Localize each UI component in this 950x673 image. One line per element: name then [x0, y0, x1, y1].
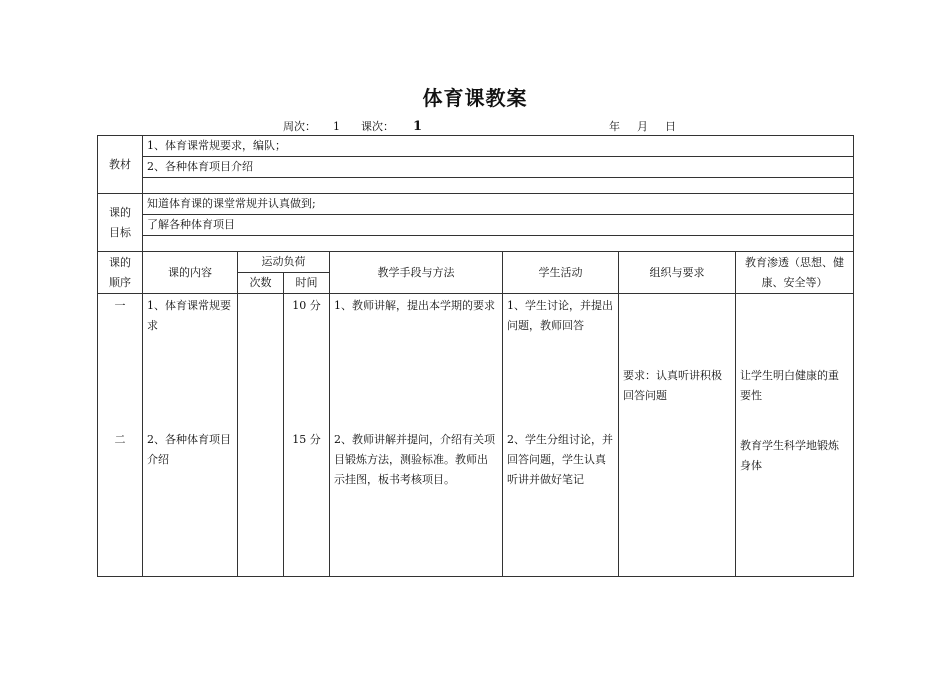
materials-item: 2、各种体育项目介绍 — [143, 157, 854, 178]
goals-empty-row — [143, 236, 854, 252]
load-header: 运动负荷 — [238, 252, 330, 273]
org-header: 组织与要求 — [619, 252, 736, 294]
page-title: 体育课教案 — [422, 86, 528, 110]
materials-label: 教材 — [98, 136, 143, 194]
date-info — [609, 118, 676, 134]
method-header: 教学手段与方法 — [330, 252, 503, 294]
student-2: 2、学生分组讨论，并回答问题，学生认真听讲并做好笔记 — [507, 433, 613, 486]
content-header: 课的内容 — [143, 252, 238, 294]
method-cell — [330, 294, 503, 577]
week-info — [283, 118, 422, 134]
time-cell — [284, 294, 330, 577]
goals-label-line2: 目标 — [109, 225, 131, 239]
content-2: 2、各种体育项目介绍 — [147, 433, 231, 466]
goals-label-line1: 课的 — [109, 205, 131, 219]
education-1: 让学生明白健康的重要性 — [740, 369, 839, 402]
organization-text: 要求：认真听讲积极回答问题 — [623, 369, 722, 402]
time-1: 10 分 — [292, 299, 321, 312]
goals-item: 知道体育课的课堂常规并认真做到; — [143, 194, 854, 215]
content-cell — [143, 294, 238, 577]
date-day: 日 — [665, 120, 676, 133]
order-cell — [98, 294, 143, 577]
education-2: 教育学生科学地锻炼身体 — [740, 439, 839, 472]
time-header: 时间 — [284, 273, 330, 294]
goals-label — [98, 194, 143, 252]
materials-item: 1、体育课常规要求，编队； — [143, 136, 854, 157]
content-1: 1、体育课常规要求 — [147, 299, 231, 332]
edu-header: 教育渗透（思想、健康、安全等） — [736, 252, 854, 294]
edu-cell — [736, 294, 854, 577]
method-1: 1、教师讲解，提出本学期的要求 — [334, 299, 495, 312]
date-month: 月 — [637, 120, 648, 133]
order-header — [98, 252, 143, 294]
method-2: 2、教师讲解并提问，介绍有关项目锻炼方法，测验标准。教师出示挂图，板书考核项目。 — [334, 433, 495, 486]
lesson-label: 课次： — [361, 120, 394, 133]
order-1: 一 — [114, 299, 126, 312]
week-label: 周次： — [283, 120, 316, 133]
order-header-line2: 顺序 — [109, 275, 131, 289]
order-2: 二 — [114, 433, 126, 446]
student-1: 1、学生讨论，并提出问题，教师回答 — [507, 299, 613, 332]
order-header-line1: 课的 — [109, 255, 131, 269]
time-2: 15 分 — [292, 433, 321, 446]
goals-item: 了解各种体育项目 — [143, 215, 854, 236]
org-cell — [619, 294, 736, 577]
student-header: 学生活动 — [503, 252, 619, 294]
date-year: 年 — [609, 120, 620, 133]
lesson-value: 1 — [413, 119, 423, 134]
lesson-plan-table — [97, 135, 854, 577]
week-value: 1 — [333, 120, 340, 133]
student-cell — [503, 294, 619, 577]
materials-empty-row — [143, 178, 854, 194]
count-cell — [238, 294, 284, 577]
count-header: 次数 — [238, 273, 284, 294]
